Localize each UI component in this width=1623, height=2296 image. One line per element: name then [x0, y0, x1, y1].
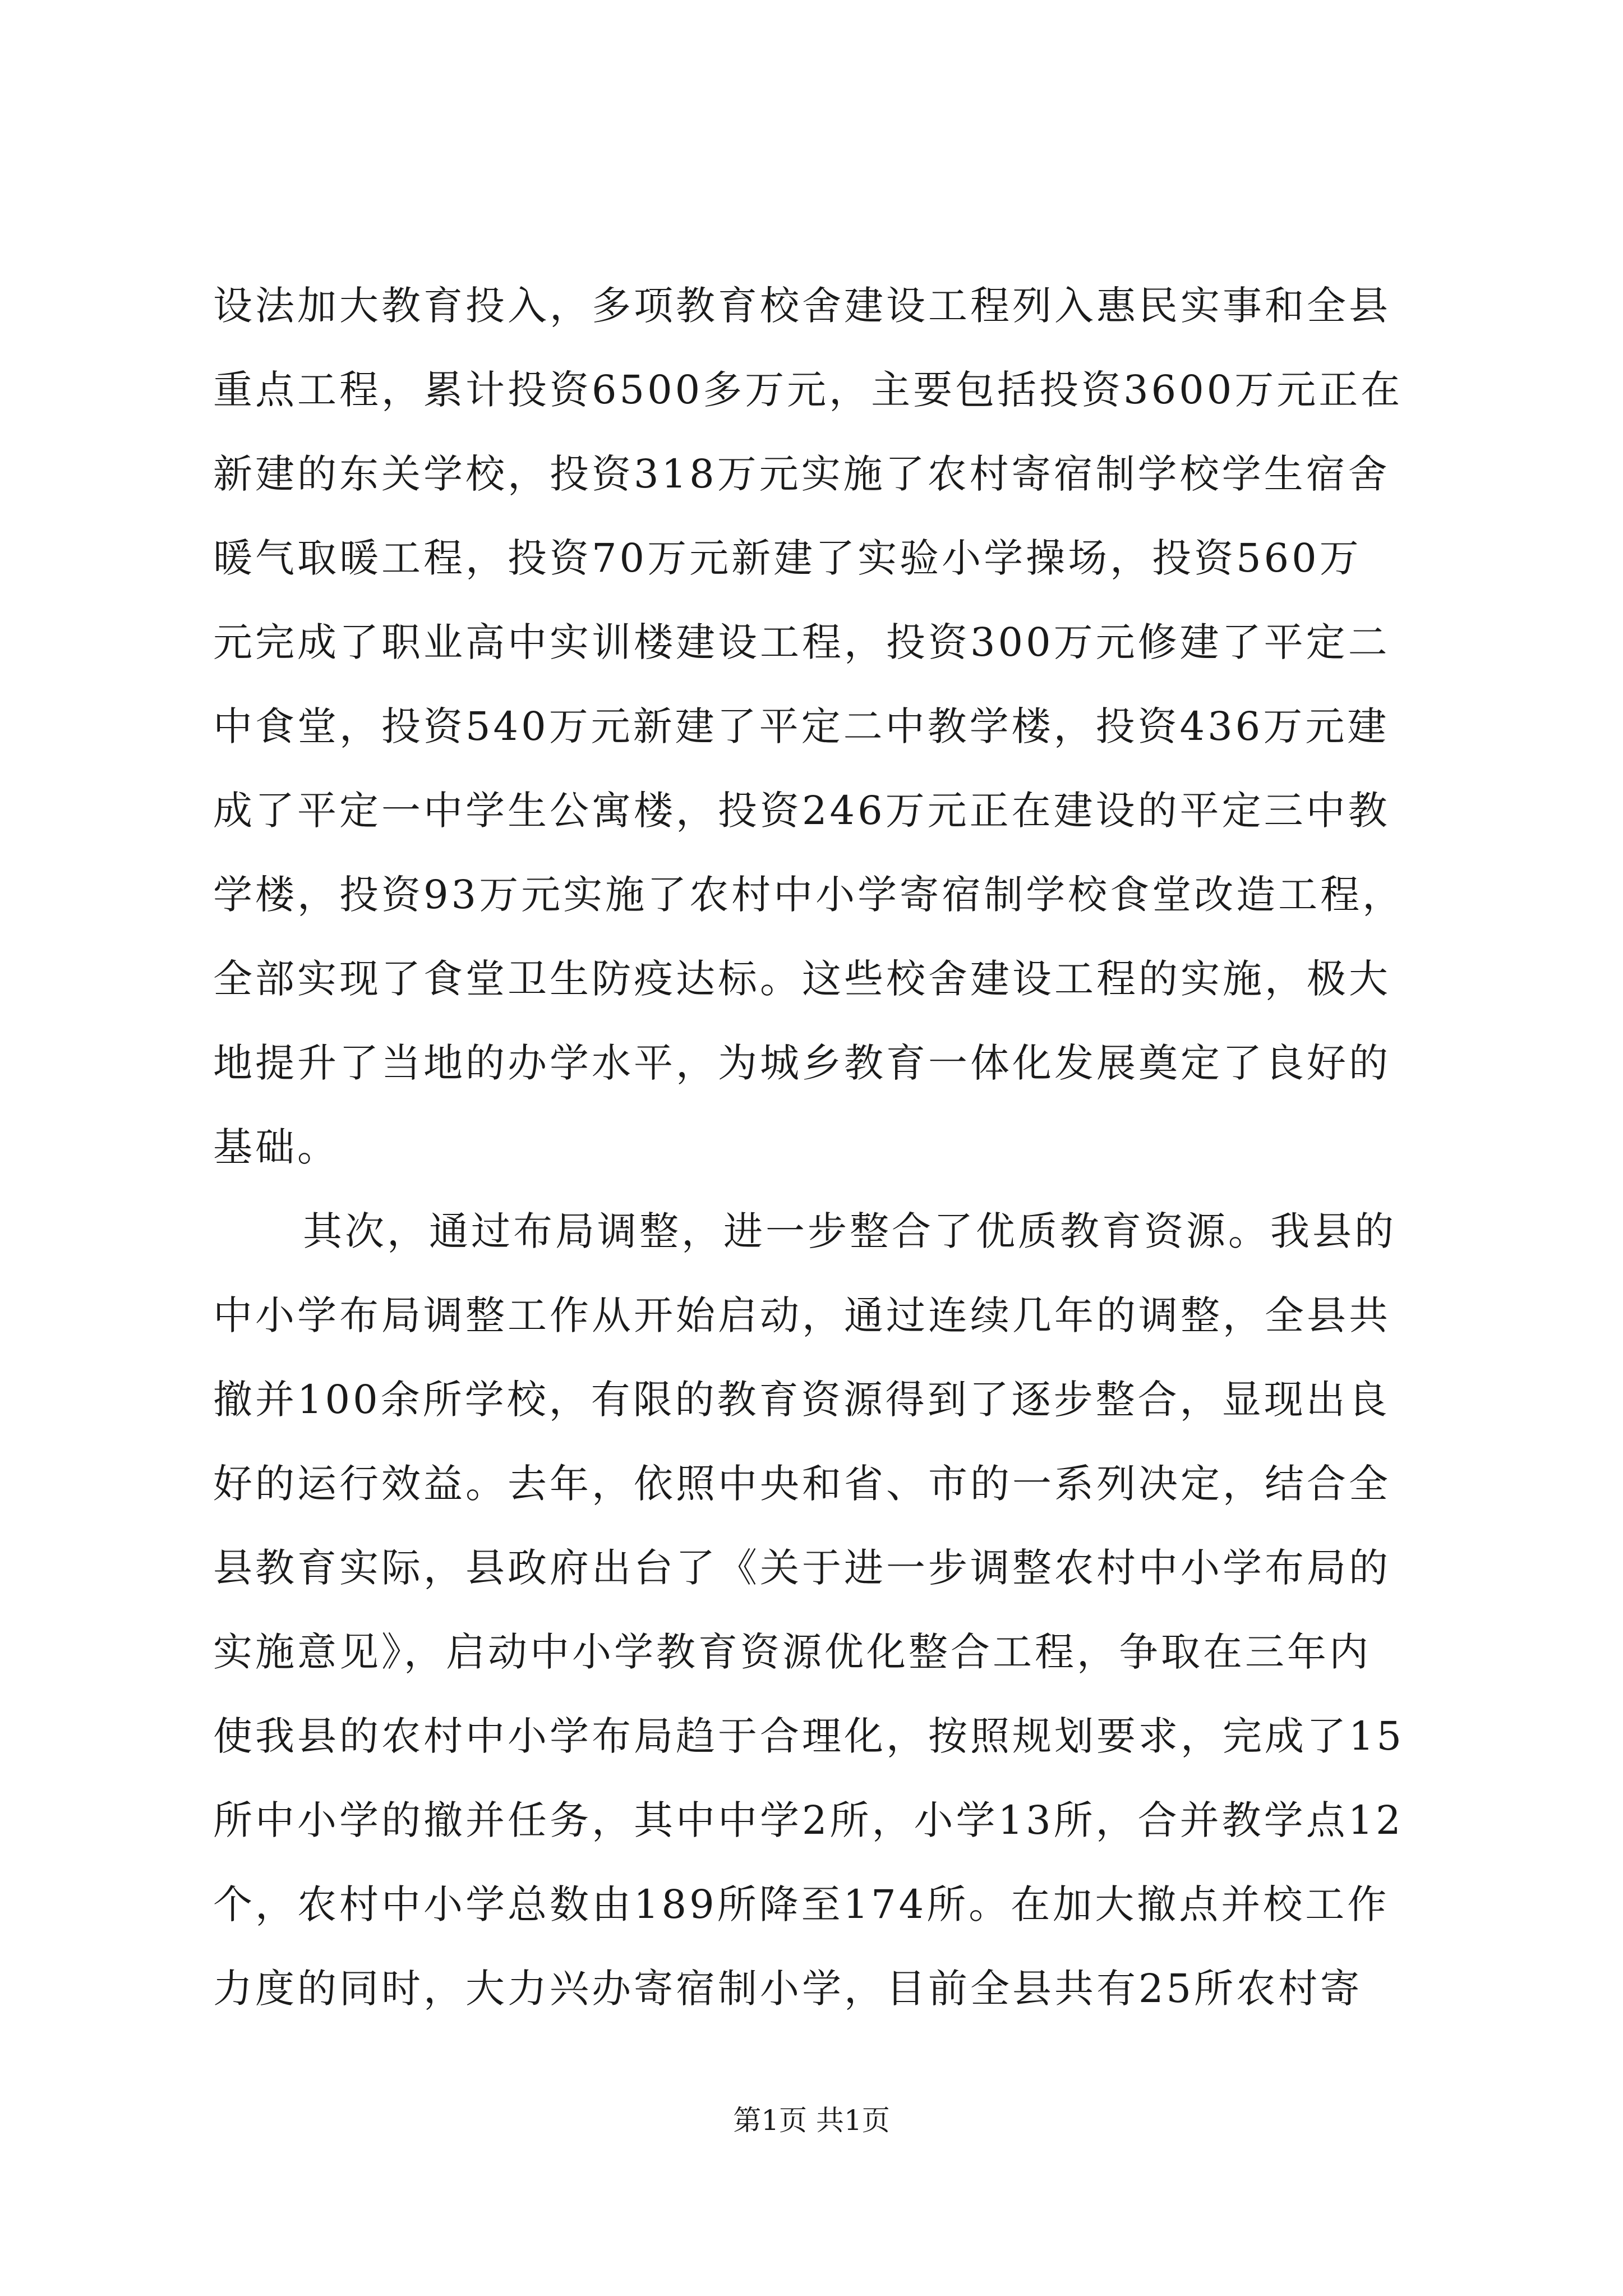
text-line: 力度的同时，大力兴办寄宿制小学，目前全县共有25所农村寄 [213, 1966, 1363, 2012]
text-line: 使我县的农村中小学布局趋于合理化，按照规划要求，完成了15 [213, 1713, 1405, 1759]
text-line: 县教育实际，县政府出台了《关于进一步调整农村中小学布局的 [213, 1545, 1391, 1591]
text-line: 重点工程，累计投资6500多万元，主要包括投资3600万元正在 [213, 367, 1403, 413]
text-line: 中小学布局调整工作从开始启动，通过连续几年的调整，全县共 [213, 1292, 1391, 1338]
text-line: 中食堂，投资540万元新建了平定二中教学楼，投资436万元建 [213, 703, 1390, 749]
text-line: 基础。 [213, 1124, 339, 1170]
text-line: 元完成了职业高中实训楼建设工程，投资300万元修建了平定二 [213, 619, 1390, 665]
text-line: 全部实现了食堂卫生防疫达标。这些校舍建设工程的实施，极大 [213, 956, 1391, 1002]
body-text [213, 264, 1447, 2031]
text-line: 成了平定一中学生公寓楼，投资246万元正在建设的平定三中教 [213, 788, 1390, 834]
text-line: 新建的东关学校，投资318万元实施了农村寄宿制学校学生宿舍 [213, 451, 1390, 497]
text-line: 个，农村中小学总数由189所降至174所。在加大撤点并校工作 [213, 1881, 1390, 1927]
text-line: 暖气取暖工程，投资70万元新建了实验小学操场，投资560万 [213, 535, 1362, 581]
text-line: 撤并100余所学校，有限的教育资源得到了逐步整合，显现出良 [213, 1377, 1390, 1423]
paragraph-start-line: 其次，通过布局调整，进一步整合了优质教育资源。我县的 [303, 1208, 1396, 1254]
page-number-footer: 第1页 共1页 [733, 2104, 890, 2137]
text-line: 地提升了当地的办学水平，为城乡教育一体化发展奠定了良好的 [213, 1040, 1391, 1086]
text-line: 设法加大教育投入，多项教育校舍建设工程列入惠民实事和全县 [213, 283, 1391, 329]
text-line: 所中小学的撤并任务，其中中学2所，小学13所，合并教学点12 [213, 1797, 1404, 1843]
text-line: 学楼，投资93万元实施了农村中小学寄宿制学校食堂改造工程， [213, 872, 1405, 918]
text-line: 好的运行效益。去年，依照中央和省、市的一系列决定，结合全 [213, 1461, 1391, 1507]
text-line: 实施意见》，启动中小学教育资源优化整合工程，争取在三年内 [213, 1629, 1371, 1675]
